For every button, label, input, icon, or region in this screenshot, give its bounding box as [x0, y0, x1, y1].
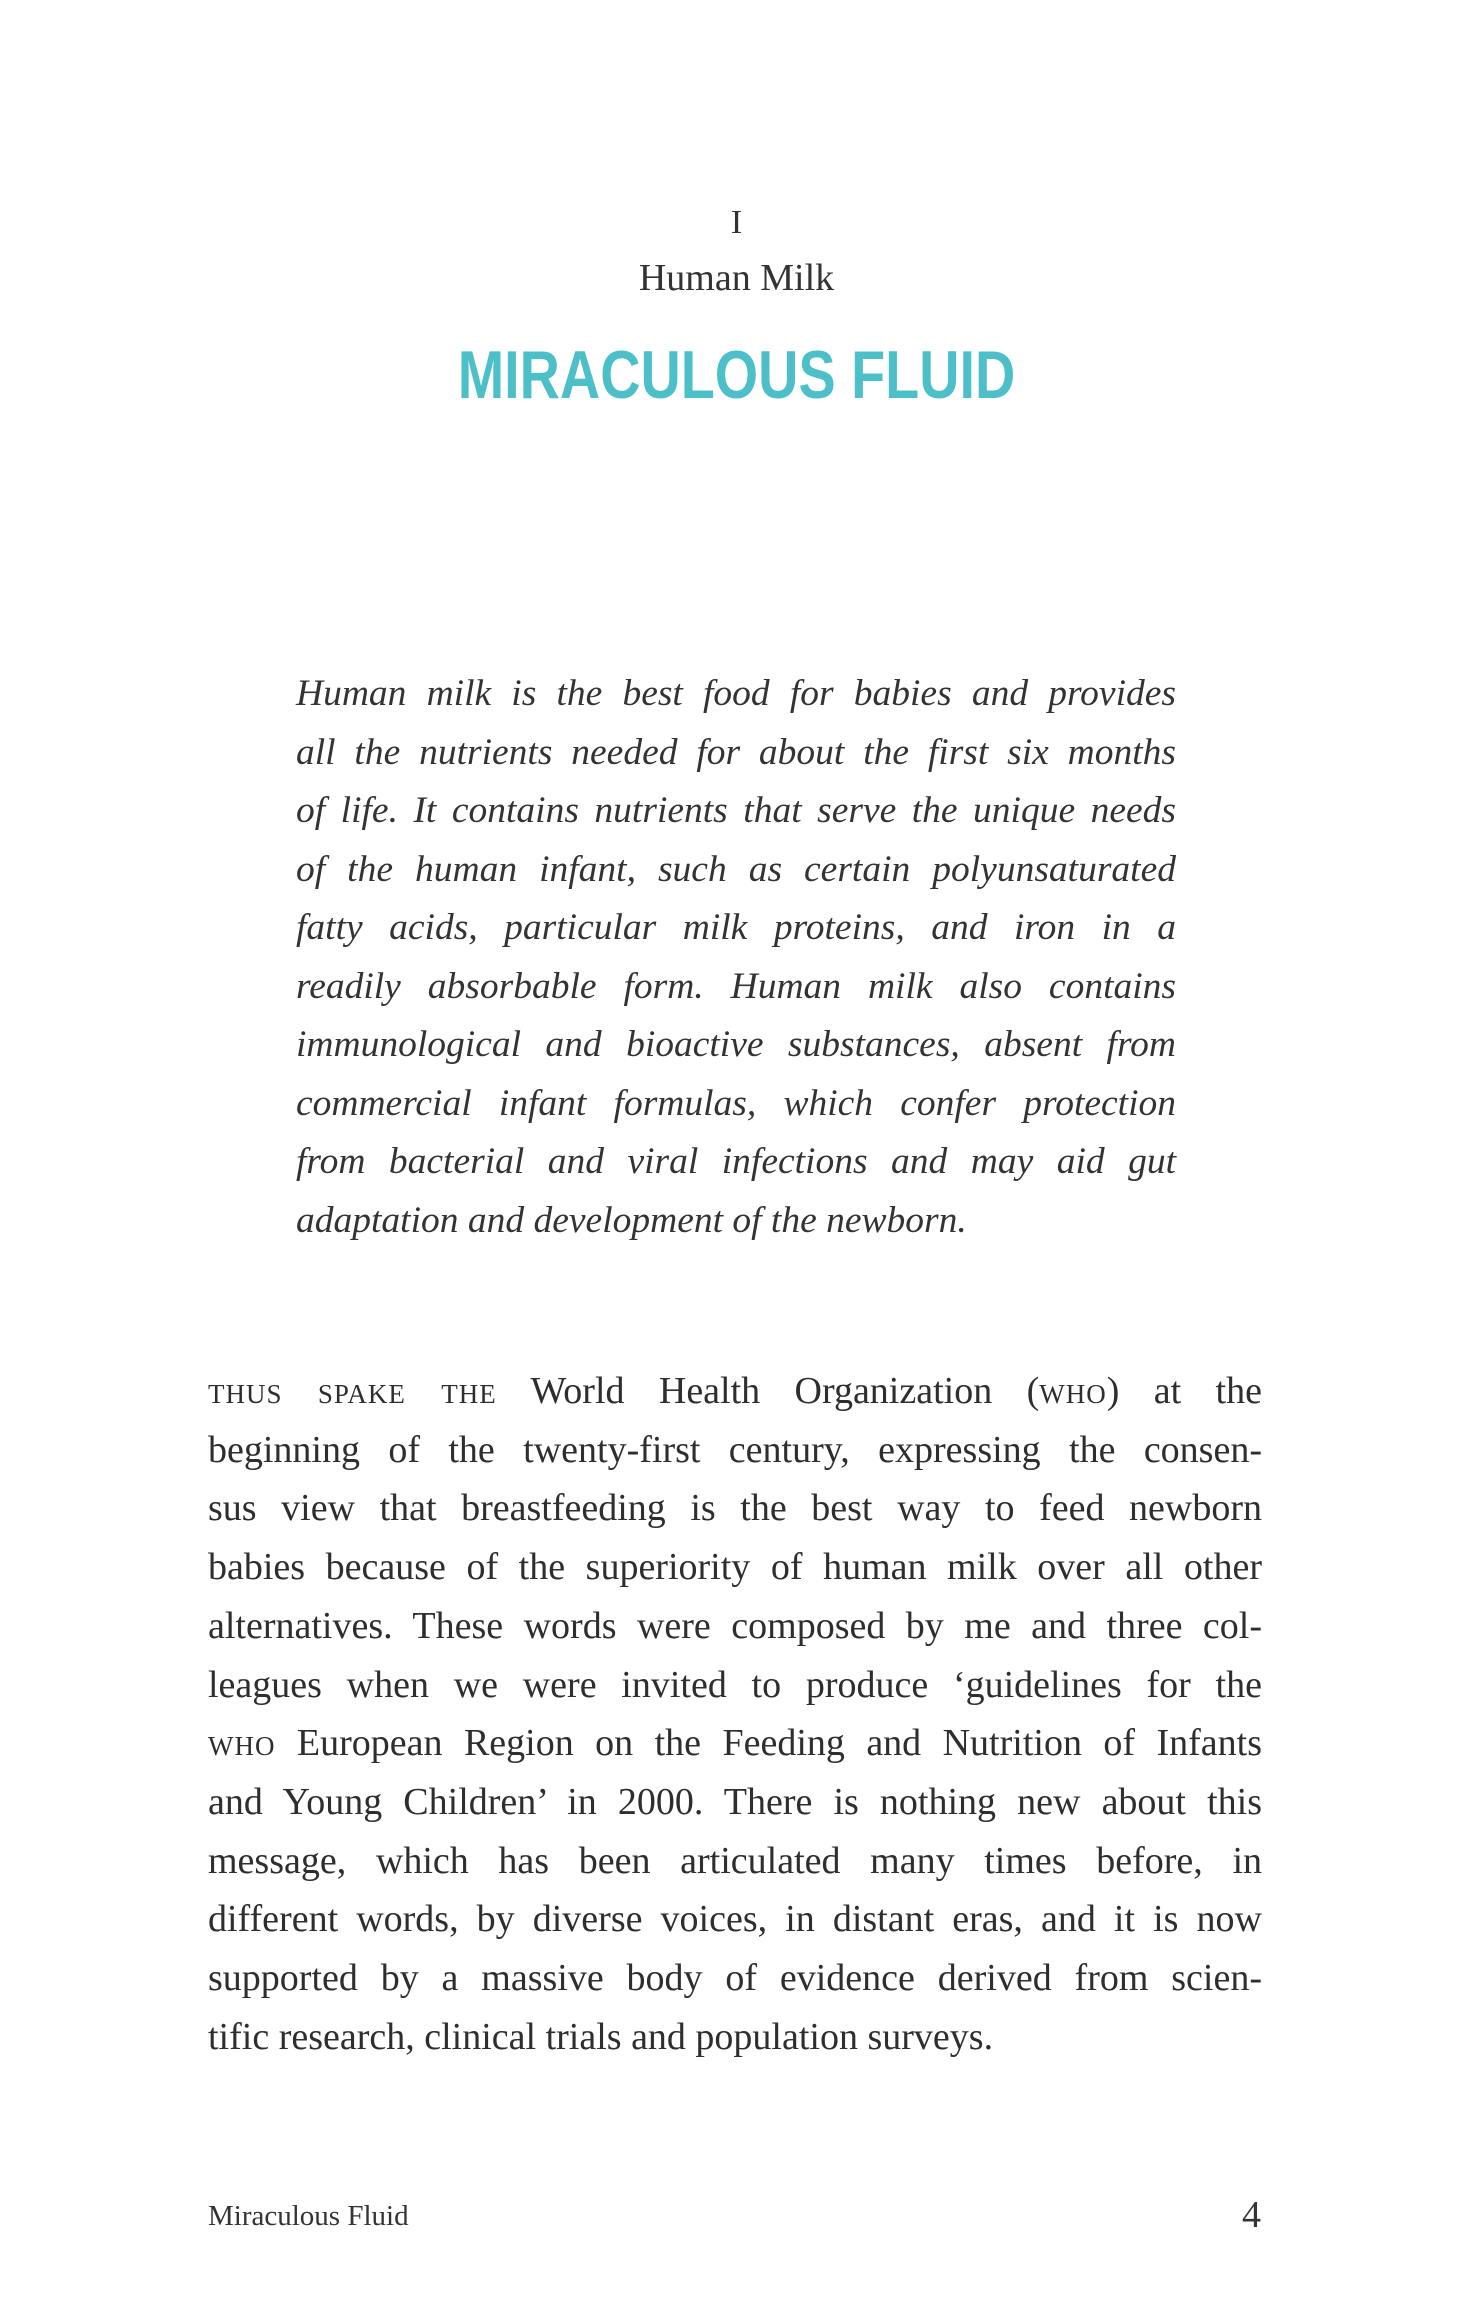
body-line: supported by a massive body of evidence derived from scien-	[208, 1957, 1262, 2000]
running-footer-title: Miraculous Fluid	[208, 2200, 409, 2232]
lead-in-small-caps: thus spake the	[208, 1370, 497, 1412]
chapter-number: I	[730, 204, 743, 241]
body-line: babies because of the superiority of human milk over all other	[208, 1546, 1262, 1589]
who-abbreviation: who	[1039, 1370, 1107, 1412]
body-text-segment: ) at the	[1106, 1370, 1262, 1412]
epigraph-line: from bacterial and viral infections and may aid gut	[296, 1141, 1176, 1182]
body-line: and Young Children’ in 2000. There is nothing new about this	[208, 1780, 1262, 1823]
who-abbreviation: who	[208, 1722, 276, 1765]
body-line: sus view that breastfeeding is the best way to feed newborn	[208, 1487, 1262, 1530]
page-number: 4	[1242, 2194, 1261, 2236]
body-line	[208, 1714, 1262, 1773]
epigraph-line: readily absorbable form. Human milk also contains	[296, 965, 1176, 1007]
epigraph-line: commercial infant formulas, which confer protection	[296, 1082, 1176, 1124]
epigraph-line: of the human infant, such as certain polyunsaturated	[296, 848, 1176, 890]
epigraph-line: adaptation and development of the newborn.	[296, 1199, 967, 1241]
body-line: alternatives. These words were composed by me and three col-	[208, 1604, 1262, 1647]
body-line: message, which has been articulated many times before, in	[208, 1839, 1262, 1882]
body-line: leagues when we were invited to produce ‘guidelines for the	[208, 1663, 1262, 1706]
body-line: tific research, clinical trials and population surveys.	[208, 2015, 994, 2058]
body-text-segment: European Region on the Feeding and Nutrition of Infants	[296, 1722, 1262, 1765]
body-paragraph	[208, 1362, 1262, 2066]
chapter-subtitle: Human Milk	[638, 257, 835, 299]
epigraph-line: all the nutrients needed for about the first six months	[296, 731, 1176, 773]
chapter-title: MIRACULOUS FLUID	[457, 337, 1016, 413]
body-line	[208, 1362, 1262, 1421]
body-line: different words, by diverse voices, in distant eras, and it is now	[208, 1898, 1262, 1941]
epigraph-line: immunological and bioactive substances, absent from	[296, 1024, 1176, 1065]
epigraph	[296, 665, 1176, 1250]
epigraph-line: of life. It contains nutrients that serve the unique needs	[296, 790, 1176, 831]
body-line: beginning of the twenty-first century, expressing the consen-	[208, 1428, 1262, 1471]
body-text-segment: World Health Organization (	[530, 1370, 1040, 1412]
epigraph-line: fatty acids, particular milk proteins, and iron in a	[296, 907, 1176, 948]
epigraph-line: Human milk is the best food for babies and provides	[296, 673, 1176, 714]
